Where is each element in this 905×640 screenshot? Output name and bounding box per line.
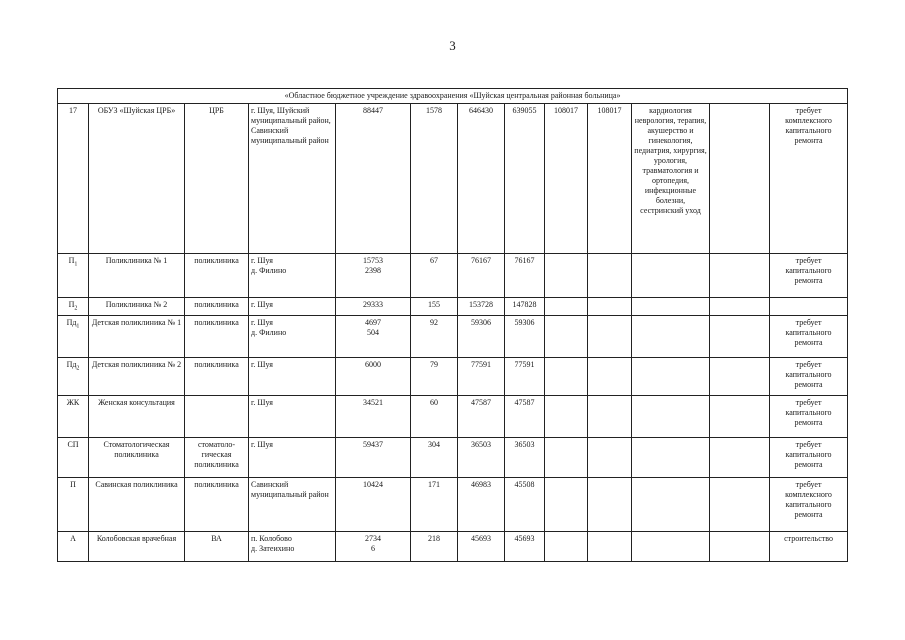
cell-location xyxy=(249,478,336,532)
org-header: «Областное бюджетное учреждение здравоохранения «Шуйская центральная районная больница» xyxy=(58,89,848,104)
cell-location xyxy=(249,532,336,562)
org-header-row xyxy=(58,89,848,104)
cell-facility-type xyxy=(185,532,249,562)
cell-location xyxy=(249,316,336,358)
cell-population-text: 59437 xyxy=(363,440,383,449)
cell-number xyxy=(58,478,89,532)
cell-col5 xyxy=(411,358,458,396)
cell-population-text: 4697 504 xyxy=(365,318,381,337)
cell-col11 xyxy=(710,396,770,438)
cell-population xyxy=(336,438,411,478)
cell-condition xyxy=(770,478,848,532)
cell-facility-name-text: Колобовская врачебная xyxy=(96,534,177,543)
cell-col6-text: 47587 xyxy=(471,398,491,407)
cell-facility-type-text: поликлиника xyxy=(194,360,239,369)
cell-col5 xyxy=(411,396,458,438)
cell-col9-text: 108017 xyxy=(597,106,622,115)
cell-population xyxy=(336,316,411,358)
cell-location-text: г. Шуя д. Филино xyxy=(251,256,287,275)
cell-location-text: г. Шуя, Шуйский муниципальный район, Савинский муниципальный район xyxy=(251,106,331,145)
cell-col8 xyxy=(545,478,588,532)
cell-population-text: 2734 6 xyxy=(365,534,381,553)
cell-facility-name-text: Женская консультация xyxy=(98,398,175,407)
cell-condition xyxy=(770,104,848,254)
cell-facility-type-text: ВА xyxy=(211,534,222,543)
cell-facility-type xyxy=(185,396,249,438)
cell-col6-text: 646430 xyxy=(469,106,493,115)
cell-number-text: П xyxy=(68,256,75,265)
cell-col5 xyxy=(411,316,458,358)
cell-number-text: Пд xyxy=(66,360,77,369)
cell-location xyxy=(249,254,336,298)
cell-location-text: г. Шуя д. Филино xyxy=(251,318,287,337)
cell-col9 xyxy=(588,104,632,254)
cell-location-text: г. Шуя xyxy=(251,440,273,449)
cell-condition xyxy=(770,316,848,358)
cell-col6 xyxy=(458,478,505,532)
cell-col8 xyxy=(545,298,588,316)
table-row xyxy=(58,358,848,396)
cell-col5 xyxy=(411,438,458,478)
cell-col9 xyxy=(588,478,632,532)
cell-location-text: п. Колобово д. Затеихино xyxy=(251,534,295,553)
cell-col7-text: 59306 xyxy=(514,318,535,327)
cell-number-subscript: 1 xyxy=(76,323,80,330)
cell-condition xyxy=(770,396,848,438)
cell-col8 xyxy=(545,316,588,358)
cell-col6 xyxy=(458,358,505,396)
cell-condition xyxy=(770,358,848,396)
cell-population-text: 10424 xyxy=(363,480,383,489)
cell-col6 xyxy=(458,298,505,316)
cell-facility-name xyxy=(89,298,185,316)
table-row xyxy=(58,104,848,254)
cell-col11 xyxy=(710,532,770,562)
cell-col5-text: 79 xyxy=(430,360,438,369)
cell-profiles xyxy=(632,104,710,254)
cell-profiles xyxy=(632,532,710,562)
cell-col5 xyxy=(411,478,458,532)
cell-number-subscript: 2 xyxy=(74,305,78,312)
cell-col8-text: 108017 xyxy=(554,106,578,115)
cell-population-text: 34521 xyxy=(363,398,383,407)
cell-number xyxy=(58,438,89,478)
cell-condition xyxy=(770,532,848,562)
facilities-table xyxy=(57,88,848,562)
cell-col8 xyxy=(545,438,588,478)
cell-facility-type xyxy=(185,104,249,254)
cell-number xyxy=(58,396,89,438)
cell-population-text: 15753 2398 xyxy=(363,256,383,275)
cell-col6-text: 153728 xyxy=(469,300,493,309)
cell-facility-type xyxy=(185,438,249,478)
cell-number-text: 17 xyxy=(69,106,77,115)
cell-col7-text: 77591 xyxy=(514,360,535,369)
cell-col7-text: 47587 xyxy=(514,398,535,407)
cell-col8 xyxy=(545,358,588,396)
cell-facility-name-text: Детская поликлиника № 2 xyxy=(91,360,182,369)
cell-col8 xyxy=(545,396,588,438)
cell-facility-type-text: поликлиника xyxy=(194,318,239,327)
cell-number-text: ЖК xyxy=(66,398,80,407)
cell-number xyxy=(58,316,89,358)
cell-col6-text: 59306 xyxy=(471,318,491,327)
cell-col9 xyxy=(588,358,632,396)
cell-location xyxy=(249,358,336,396)
cell-facility-type xyxy=(185,298,249,316)
cell-col7 xyxy=(505,104,545,254)
cell-col5 xyxy=(411,532,458,562)
cell-col6 xyxy=(458,396,505,438)
cell-number xyxy=(58,532,89,562)
cell-location-text: г. Шуя xyxy=(251,360,273,369)
cell-profiles xyxy=(632,298,710,316)
cell-profiles xyxy=(632,316,710,358)
cell-col7 xyxy=(505,254,545,298)
cell-condition-text: требует капитального ремонта xyxy=(785,360,832,389)
cell-facility-name-text: Поликлиника № 1 xyxy=(105,256,168,265)
cell-col7-text: 36503 xyxy=(514,440,535,449)
cell-col6-text: 76167 xyxy=(471,256,491,265)
cell-number xyxy=(58,298,89,316)
cell-condition xyxy=(770,298,848,316)
cell-col5-text: 155 xyxy=(428,300,440,309)
cell-col7 xyxy=(505,358,545,396)
cell-col7-text: 639055 xyxy=(512,106,537,115)
cell-facility-type xyxy=(185,254,249,298)
cell-condition-text: требует капитального ремонта xyxy=(785,256,832,285)
cell-profiles xyxy=(632,438,710,478)
cell-condition-text: требует капитального ремонта xyxy=(785,398,832,427)
cell-col9 xyxy=(588,396,632,438)
cell-facility-name-text: ОБУЗ «Шуйская ЦРБ» xyxy=(97,106,176,115)
cell-location xyxy=(249,438,336,478)
table-row xyxy=(58,532,848,562)
cell-col7 xyxy=(505,316,545,358)
cell-col5 xyxy=(411,254,458,298)
cell-facility-name-text: Поликлиника № 2 xyxy=(105,300,168,309)
cell-col5-text: 92 xyxy=(430,318,438,327)
cell-location-text: г. Шуя xyxy=(251,300,273,309)
table-row xyxy=(58,254,848,298)
cell-facility-name xyxy=(89,104,185,254)
cell-population xyxy=(336,254,411,298)
cell-population xyxy=(336,104,411,254)
cell-col5 xyxy=(411,104,458,254)
table-row xyxy=(58,316,848,358)
cell-condition xyxy=(770,254,848,298)
cell-location xyxy=(249,298,336,316)
cell-col7 xyxy=(505,532,545,562)
cell-facility-type xyxy=(185,478,249,532)
cell-col11 xyxy=(710,298,770,316)
cell-facility-name xyxy=(89,396,185,438)
cell-profiles xyxy=(632,478,710,532)
cell-facility-name xyxy=(89,254,185,298)
cell-location-text: г. Шуя xyxy=(251,398,273,407)
cell-col6 xyxy=(458,254,505,298)
cell-number-text: П xyxy=(70,480,76,489)
cell-col9 xyxy=(588,532,632,562)
table-row xyxy=(58,298,848,316)
cell-col7-text: 45508 xyxy=(514,480,535,489)
cell-facility-name xyxy=(89,438,185,478)
cell-col5-text: 304 xyxy=(428,440,440,449)
cell-col6-text: 45693 xyxy=(471,534,491,543)
cell-col6 xyxy=(458,104,505,254)
cell-col9 xyxy=(588,298,632,316)
cell-col6 xyxy=(458,316,505,358)
cell-col8 xyxy=(545,532,588,562)
cell-number xyxy=(58,104,89,254)
cell-number xyxy=(58,358,89,396)
cell-col9 xyxy=(588,254,632,298)
cell-col9 xyxy=(588,316,632,358)
cell-population-text: 88447 xyxy=(363,106,383,115)
cell-col6-text: 46983 xyxy=(471,480,491,489)
cell-col6 xyxy=(458,438,505,478)
cell-col5-text: 171 xyxy=(428,480,440,489)
cell-condition-text: требует комплексного капитального ремонта xyxy=(785,480,832,519)
cell-facility-type-text: поликлиника xyxy=(194,256,239,265)
cell-population xyxy=(336,358,411,396)
cell-condition-text: строительство xyxy=(784,534,833,543)
cell-facility-type-text: ЦРБ xyxy=(209,106,224,115)
cell-number xyxy=(58,254,89,298)
cell-population xyxy=(336,532,411,562)
cell-col7-text: 45693 xyxy=(514,534,535,543)
cell-number-text: Пд xyxy=(66,318,77,327)
cell-col11 xyxy=(710,104,770,254)
cell-facility-name-text: Савинская поликлиника xyxy=(95,480,178,489)
cell-number-text: А xyxy=(70,534,76,543)
cell-facility-name-text: Стоматологическая поликлиника xyxy=(103,440,170,459)
cell-facility-type-text: поликлиника xyxy=(194,300,239,309)
cell-number-text: П xyxy=(68,300,75,309)
table-row xyxy=(58,396,848,438)
cell-col8 xyxy=(545,104,588,254)
cell-population xyxy=(336,396,411,438)
cell-col5-text: 218 xyxy=(428,534,440,543)
cell-col7-text: 76167 xyxy=(514,256,535,265)
cell-condition-text: требует комплексного капитального ремонта xyxy=(785,106,832,145)
cell-population-text: 29333 xyxy=(363,300,383,309)
cell-col11 xyxy=(710,316,770,358)
cell-facility-type-text: стоматоло-гическая поликлиника xyxy=(194,440,239,469)
cell-col11 xyxy=(710,254,770,298)
cell-facility-name xyxy=(89,532,185,562)
cell-col5 xyxy=(411,298,458,316)
cell-condition xyxy=(770,438,848,478)
cell-population xyxy=(336,298,411,316)
cell-profiles xyxy=(632,396,710,438)
cell-number-subscript: 1 xyxy=(74,261,78,268)
cell-facility-name xyxy=(89,358,185,396)
cell-col7 xyxy=(505,478,545,532)
table-row xyxy=(58,478,848,532)
cell-profiles xyxy=(632,358,710,396)
cell-col5-text: 1578 xyxy=(426,106,442,115)
cell-col5-text: 67 xyxy=(430,256,438,265)
cell-col11 xyxy=(710,438,770,478)
cell-condition-text: требует капитального ремонта xyxy=(785,318,832,347)
cell-col5-text: 60 xyxy=(430,398,438,407)
cell-facility-type xyxy=(185,316,249,358)
cell-col7-text: 147828 xyxy=(512,300,537,309)
cell-location-text: Савинский муниципальный район xyxy=(251,480,329,499)
cell-col11 xyxy=(710,358,770,396)
cell-col7 xyxy=(505,438,545,478)
cell-col6 xyxy=(458,532,505,562)
cell-facility-type-text: поликлиника xyxy=(194,480,239,489)
cell-facility-type xyxy=(185,358,249,396)
cell-col9 xyxy=(588,438,632,478)
cell-facility-name xyxy=(89,478,185,532)
cell-number-subscript: 2 xyxy=(76,365,80,372)
cell-profiles xyxy=(632,254,710,298)
cell-col11 xyxy=(710,478,770,532)
cell-profiles-text: кардиология неврология, терапия, акушерство и гинекология, педиатрия, хирургия, урология, травматология и ортопедия, инфекционные болезни, сестринский уход xyxy=(634,106,707,215)
cell-col6-text: 36503 xyxy=(471,440,491,449)
cell-population-text: 6000 xyxy=(365,360,381,369)
cell-facility-name xyxy=(89,316,185,358)
cell-col7 xyxy=(505,298,545,316)
table-row xyxy=(58,438,848,478)
cell-facility-name-text: Детская поликлиника № 1 xyxy=(91,318,182,327)
cell-col8 xyxy=(545,254,588,298)
cell-number-text: СП xyxy=(67,440,79,449)
cell-location xyxy=(249,104,336,254)
page-number: 3 xyxy=(449,38,456,53)
cell-col6-text: 77591 xyxy=(471,360,491,369)
cell-location xyxy=(249,396,336,438)
cell-population xyxy=(336,478,411,532)
cell-condition-text: требует капитального ремонта xyxy=(785,440,832,469)
cell-col7 xyxy=(505,396,545,438)
